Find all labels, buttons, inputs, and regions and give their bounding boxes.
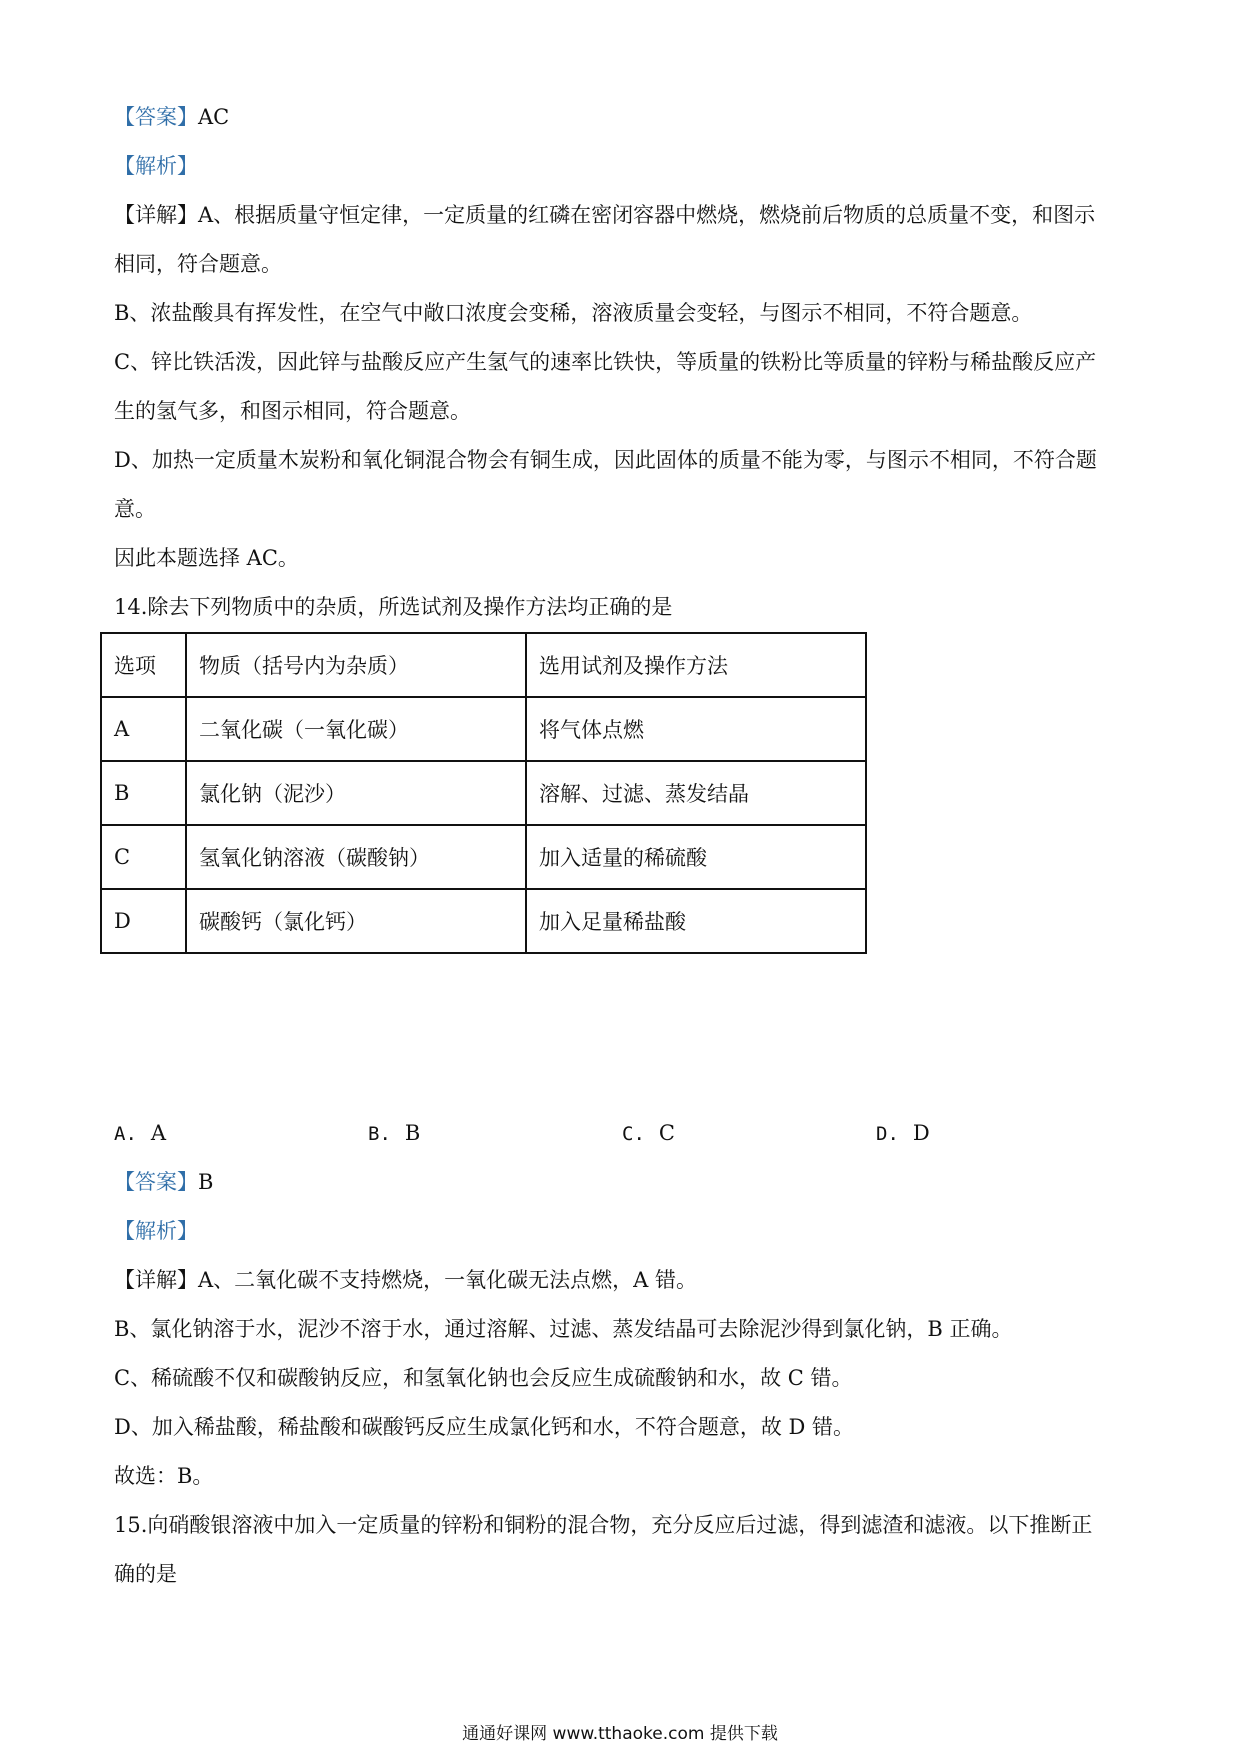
q14-analysis-tag-line: [114, 1216, 1134, 1246]
option-value: D: [912, 1121, 930, 1145]
detail-text: A、二氧化碳不支持燃烧，一氧化碳无法点燃，A 错。: [198, 1268, 698, 1292]
q14-conclusion: 故选：B。: [114, 1464, 214, 1488]
option-key: C.: [622, 1123, 645, 1145]
cell-substance: 碳酸钙（氯化钙）: [186, 889, 526, 953]
cell-option: C: [101, 825, 186, 889]
q15-question-line-1: 15.向硝酸银溶液中加入一定质量的锌粉和铜粉的混合物，充分反应后过滤，得到滤渣和滤液。以下推断正: [114, 1513, 1093, 1537]
option-c: [622, 1118, 675, 1149]
cell-method: 将气体点燃: [526, 697, 866, 761]
table-row: [101, 697, 866, 761]
q13-detail-line-3: B、浓盐酸具有挥发性，在空气中敞口浓度会变稀，溶液质量会变轻，与图示不相同，不符合题意。: [114, 301, 1033, 325]
answer-tag: 【答案】: [114, 105, 198, 129]
table-row: [101, 825, 866, 889]
detail-tag: 【详解】: [114, 1268, 198, 1292]
cell-option: A: [101, 697, 186, 761]
q13-answer-line: [114, 102, 1134, 132]
analysis-tag: 【解析】: [114, 1219, 198, 1243]
q13-analysis-tag-line: [114, 151, 1134, 181]
q14-table: [100, 632, 867, 954]
analysis-tag: 【解析】: [114, 154, 198, 178]
option-d: [876, 1118, 930, 1149]
option-key: B.: [368, 1123, 391, 1145]
q14-detail-line-3: C、稀硫酸不仅和碳酸钠反应，和氢氧化钠也会反应生成硫酸钠和水，故 C 错。: [114, 1366, 853, 1390]
table-row: [101, 889, 866, 953]
header-cell-option: 选项: [101, 633, 186, 697]
cell-substance: 氢氧化钠溶液（碳酸钠）: [186, 825, 526, 889]
answer-tag: 【答案】: [114, 1170, 198, 1194]
cell-option: B: [101, 761, 186, 825]
q13-detail-line-6: D、加热一定质量木炭粉和氧化铜混合物会有铜生成，因此固体的质量不能为零，与图示不相同，不符合题: [114, 448, 1097, 472]
option-key: D.: [876, 1123, 899, 1145]
detail-tag: 【详解】: [114, 203, 198, 227]
cell-option: D: [101, 889, 186, 953]
cell-method: 溶解、过滤、蒸发结晶: [526, 761, 866, 825]
detail-text: A、根据质量守恒定律，一定质量的红磷在密闭容器中燃烧，燃烧前后物质的总质量不变，和图示: [198, 203, 1096, 227]
header-cell-substance: 物质（括号内为杂质）: [186, 633, 526, 697]
header-cell-method: 选用试剂及操作方法: [526, 633, 866, 697]
q14-detail-line-4: D、加入稀盐酸，稀盐酸和碳酸钙反应生成氯化钙和水，不符合题意，故 D 错。: [114, 1415, 855, 1439]
q13-detail-line-5: 生的氢气多，和图示相同，符合题意。: [114, 399, 471, 423]
answer-value: AC: [198, 105, 230, 129]
page-footer: 通通好课网 www.tthaoke.com 提供下载: [462, 1724, 778, 1744]
q13-detail-line-1: [114, 200, 1134, 230]
table-row: [101, 761, 866, 825]
option-a: [114, 1118, 166, 1149]
cell-substance: 氯化钠（泥沙）: [186, 761, 526, 825]
q14-detail-line-2: B、氯化钠溶于水，泥沙不溶于水，通过溶解、过滤、蒸发结晶可去除泥沙得到氯化钠，B 正确。: [114, 1317, 1013, 1341]
table-header-row: [101, 633, 866, 697]
q13-detail-line-7: 意。: [114, 497, 156, 521]
answer-value: B: [198, 1170, 214, 1194]
q15-question-line-2: 确的是: [114, 1562, 177, 1586]
option-value: B: [404, 1121, 421, 1145]
cell-method: 加入足量稀盐酸: [526, 889, 866, 953]
option-value: C: [658, 1121, 675, 1145]
option-b: [368, 1118, 420, 1149]
q14-question: 14.除去下列物质中的杂质，所选试剂及操作方法均正确的是: [114, 595, 673, 619]
option-value: A: [150, 1121, 167, 1145]
cell-method: 加入适量的稀硫酸: [526, 825, 866, 889]
option-key: A.: [114, 1123, 137, 1145]
q13-conclusion: 因此本题选择 AC。: [114, 546, 299, 570]
q14-answer-line: [114, 1167, 1134, 1197]
cell-substance: 二氧化碳（一氧化碳）: [186, 697, 526, 761]
q13-detail-line-4: C、锌比铁活泼，因此锌与盐酸反应产生氢气的速率比铁快，等质量的铁粉比等质量的锌粉与稀盐酸反应产: [114, 350, 1097, 374]
q14-detail-line-1: [114, 1265, 1134, 1295]
q13-detail-line-2: 相同，符合题意。: [114, 252, 282, 276]
